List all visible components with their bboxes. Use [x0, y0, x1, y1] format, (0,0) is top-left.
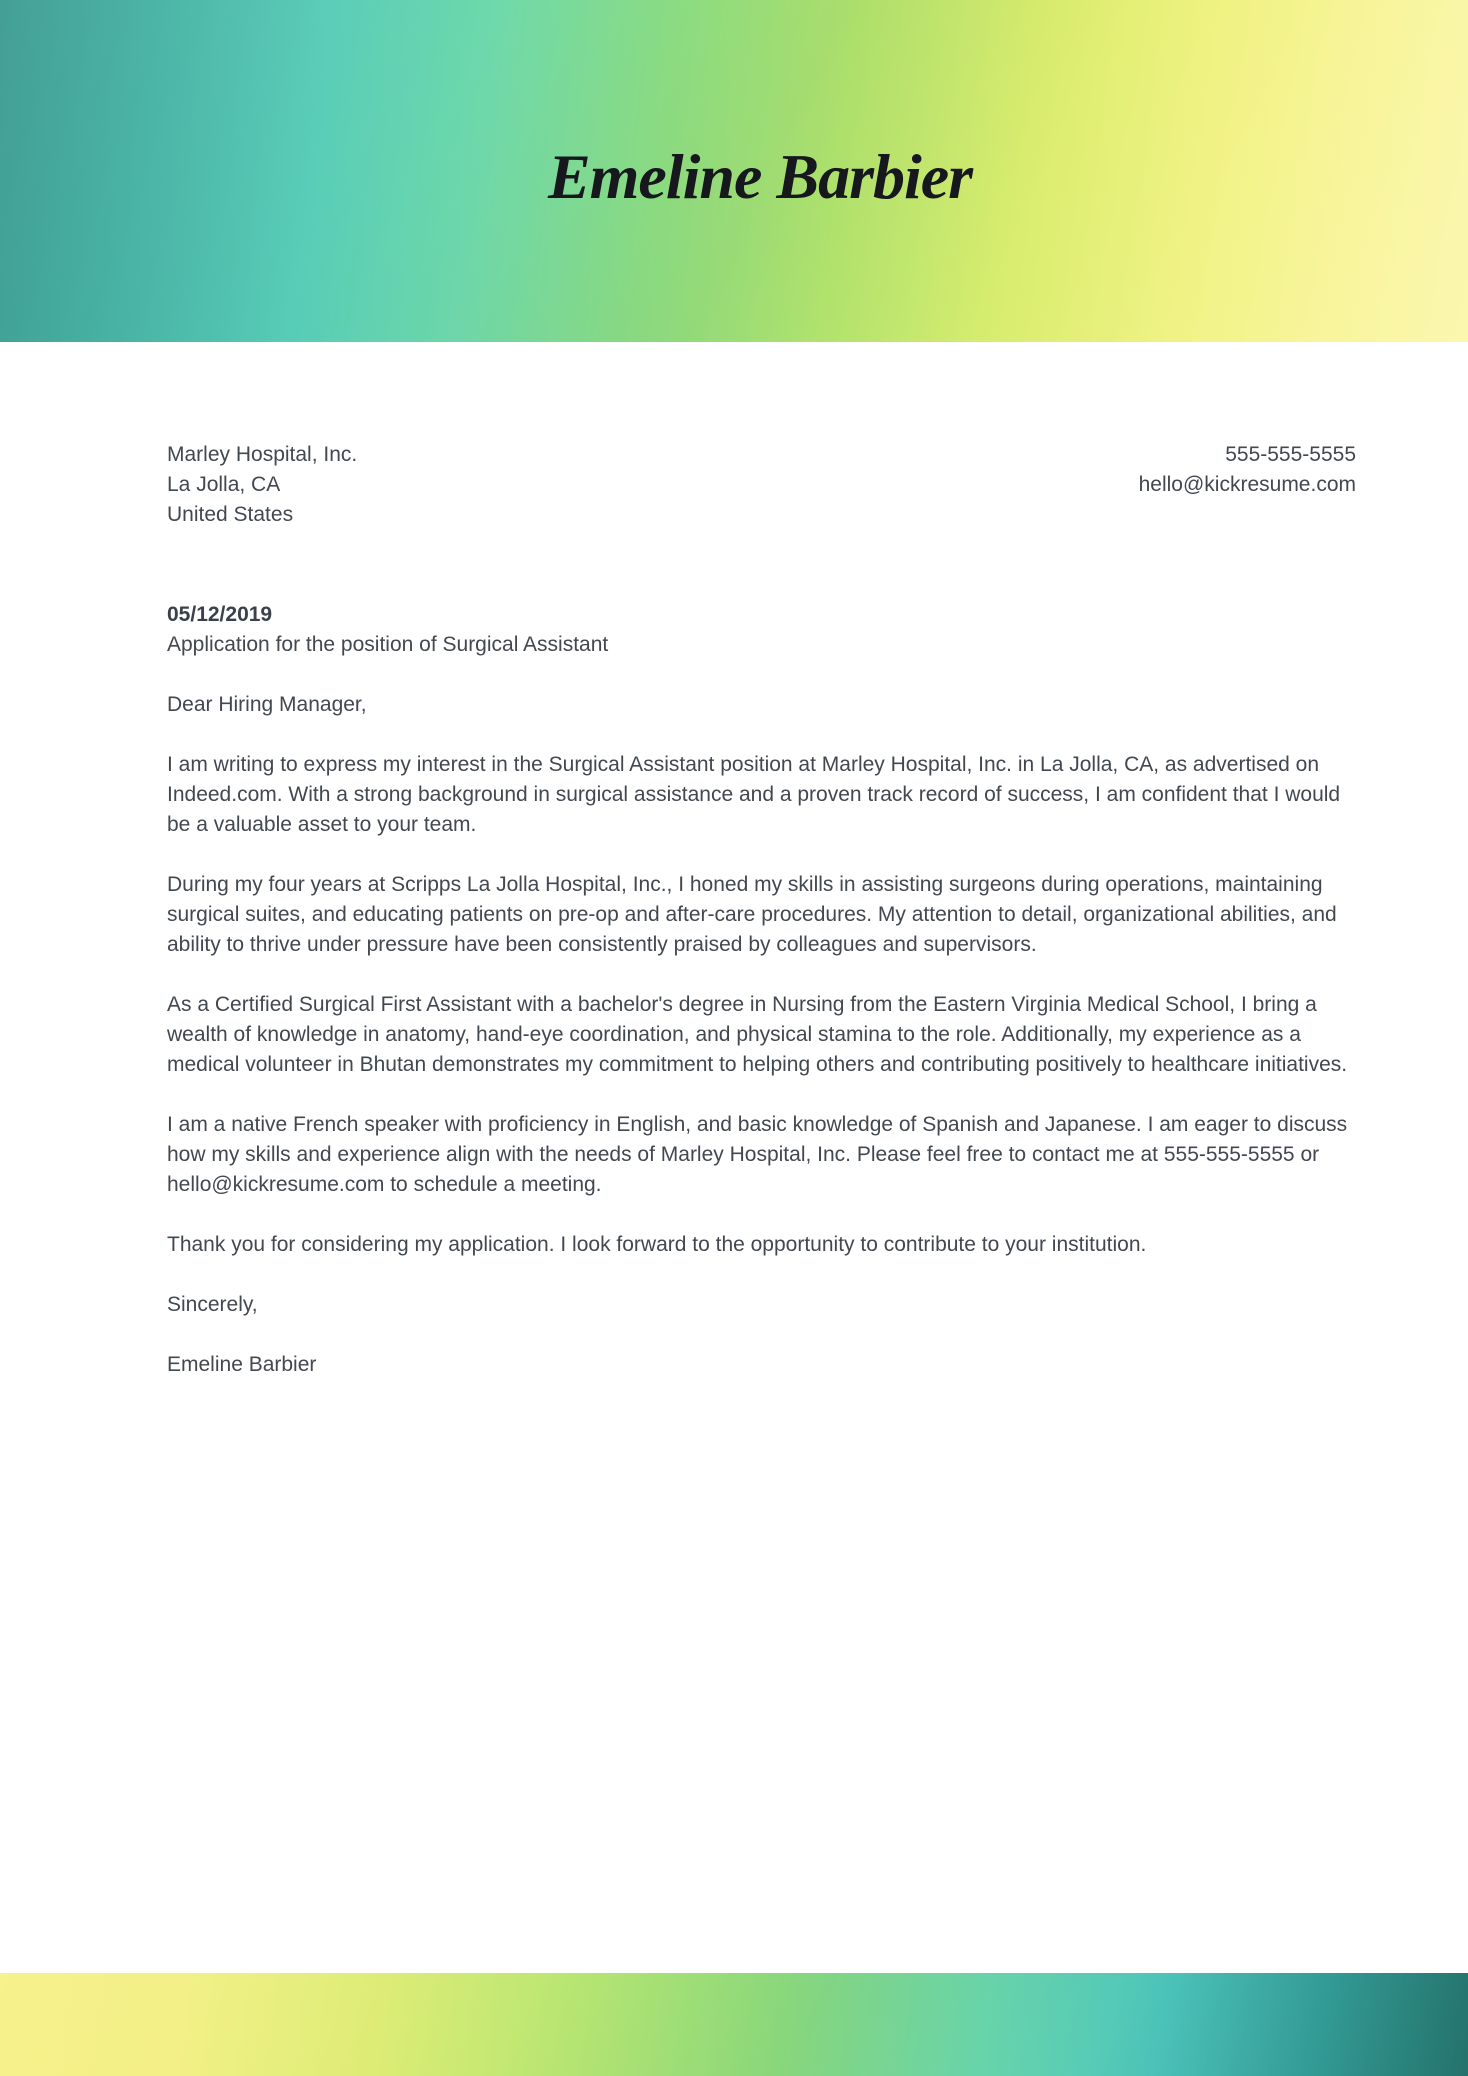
letter-subject: Application for the position of Surgical Assistant — [167, 633, 609, 656]
letter-paragraph: During my four years at Scripps La Jolla Hospital, Inc., I honed my skills in assisting surgeons during operations, maintaining surgical suites, and educating patients on pre-op and after-care procedures. My attention to detail, organizational abilities, and ability to thrive under pressure have been consistently praised by colleagues and supervisors. — [167, 873, 1337, 956]
letter-paragraph: I am writing to express my interest in the Surgical Assistant position at Marley Hospital, Inc. in La Jolla, CA, as advertised on Indeed.com. With a strong background in surgical assistance and a proven track record of success, I am confident that I would be a valuable asset to your team. — [167, 753, 1341, 836]
letter-signature: Emeline Barbier — [167, 1353, 317, 1376]
recipient-city: La Jolla, CA — [167, 473, 281, 496]
recipient-address-block — [167, 440, 357, 530]
letter-paragraph: As a Certified Surgical First Assistant with a bachelor's degree in Nursing from the Eastern Virginia Medical School, I bring a wealth of knowledge in anatomy, hand-eye coordination, and physical stamina to the role. Additionally, my experience as a medical volunteer in Bhutan demonstrates my commitment to helping others and contributing positively to healthcare initiatives. — [167, 993, 1348, 1076]
recipient-contact-row — [167, 440, 1356, 530]
letter-paragraph: I am a native French speaker with proficiency in English, and basic knowledge of Spanish and Japanese. I am eager to discuss how my skills and experience align with the needs of Marley Hospital, Inc. Please feel free to contact me at 555-555-5555 or hello@kickresume.com to schedule a meeting. — [167, 1113, 1348, 1196]
applicant-phone: 555-555-5555 — [1225, 443, 1356, 466]
letter-paragraph: Thank you for considering my application. I look forward to the opportunity to contribute to your institution. — [167, 1233, 1147, 1256]
letter-greeting: Dear Hiring Manager, — [167, 693, 367, 716]
date-subject-block — [167, 600, 1356, 660]
applicant-name-title: Emeline Barbier — [547, 141, 973, 212]
recipient-country: United States — [167, 503, 294, 526]
recipient-company: Marley Hospital, Inc. — [167, 443, 358, 466]
letter-body — [167, 600, 1356, 1380]
header-gradient-band — [0, 0, 1468, 342]
applicant-contact-block — [1139, 440, 1356, 500]
letter-date: 05/12/2019 — [167, 603, 273, 626]
applicant-email: hello@kickresume.com — [1138, 473, 1356, 496]
footer-gradient-band — [0, 1973, 1468, 2076]
letter-closing: Sincerely, — [167, 1293, 258, 1316]
